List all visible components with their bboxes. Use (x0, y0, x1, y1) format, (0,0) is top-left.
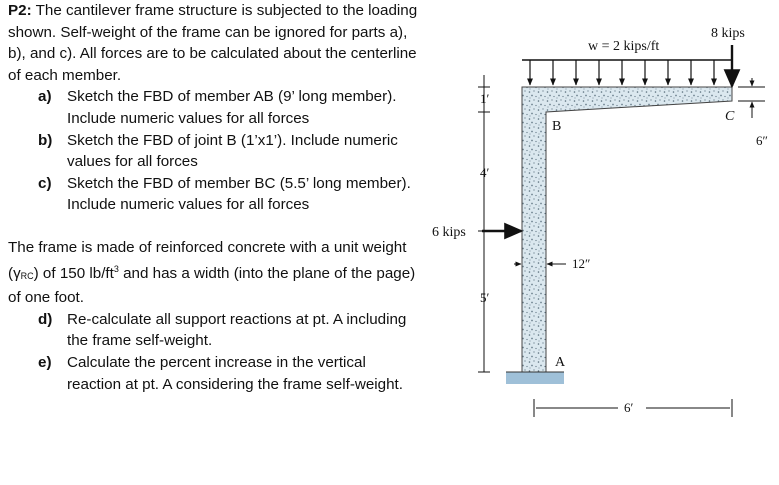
part-text: Sketch the FBD of member BC (5.5’ long member). Include numeric values for all forces (67, 174, 411, 214)
dim-12in: 12″ (572, 256, 591, 271)
point-load-8-label: 8 kips (711, 26, 745, 41)
dim-6in: 6″ (756, 133, 768, 148)
problem-text (8, 0, 420, 395)
part-label: b) (38, 131, 53, 149)
part-label: c) (38, 174, 52, 192)
tip-depth-dim (738, 78, 765, 118)
dim-4ft: 4′ (480, 165, 490, 180)
part-e (8, 352, 420, 395)
part-label: e) (38, 353, 52, 371)
support-base (506, 372, 564, 384)
distributed-load-label: w = 2 kips/ft (588, 39, 660, 54)
dim-5ft: 5′ (480, 290, 490, 305)
point-load-6-label: 6 kips (432, 225, 466, 240)
part-text: Sketch the FBD of joint B (1’x1’). Include numeric values for all forces (67, 131, 398, 171)
problem-number: P2: (8, 2, 32, 19)
label-a: A (555, 355, 566, 370)
part-label: d) (38, 310, 53, 328)
frame-text-b: ) of 150 lb/ft (33, 264, 114, 282)
part-text: Re-calculate all support reactions at pt. A including the frame self-weight. (67, 310, 407, 350)
frame-text-c: and has a width (into the plane of the page) of one foot. (8, 264, 416, 307)
part-text: Calculate the percent increase in the vertical reaction at pt. A considering the frame self-weight. (67, 353, 403, 393)
dim-1ft: 1′ (480, 91, 490, 106)
part-label: a) (38, 88, 52, 106)
frame-text-a: The frame is made of reinforced concrete with a unit weight ( (8, 238, 407, 282)
gamma-subscript: RC (20, 270, 34, 281)
cube-superscript: 3 (113, 263, 119, 274)
part-d (8, 309, 420, 352)
part-text: Sketch the FBD of member AB (9’ long member). Include numeric values for all forces (67, 88, 397, 127)
frame-description (8, 237, 420, 309)
part-b (8, 130, 420, 173)
problem-intro (8, 0, 420, 86)
label-b: B (552, 119, 562, 134)
left-dimensions (478, 75, 490, 372)
part-a (8, 86, 420, 129)
distributed-load-arrows (530, 60, 714, 85)
gamma-symbol: γ (13, 264, 21, 282)
frame-figure (420, 0, 779, 485)
dim-6ft: 6′ (624, 400, 634, 415)
part-c (8, 173, 420, 216)
intro-text: The cantilever frame structure is subjected to the loading shown. Self-weight of the frame can be ignored for parts a), b), and c). All forces are to be calculated about the centerline of each member. (8, 2, 418, 84)
label-c: C (725, 109, 735, 124)
